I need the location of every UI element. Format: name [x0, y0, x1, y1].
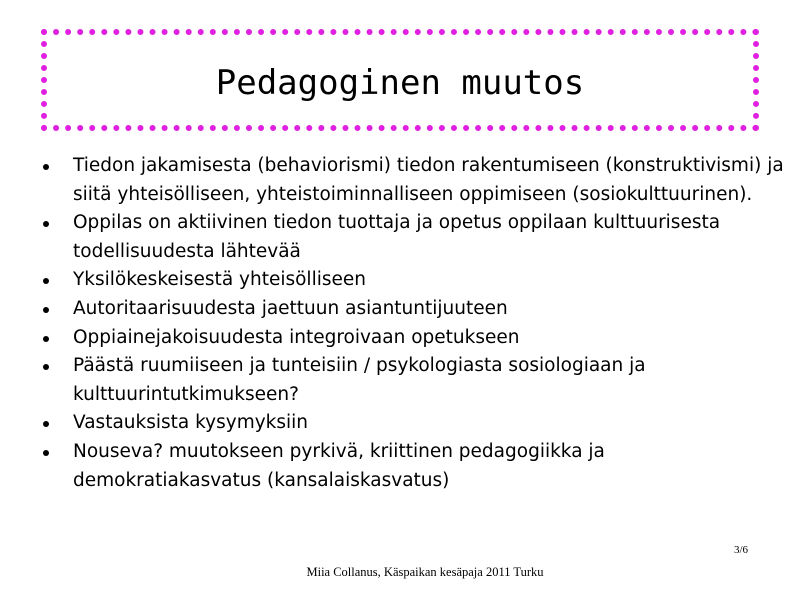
bullet-icon: [43, 421, 49, 427]
list-item: [40, 295, 785, 324]
bullet-icon: [43, 364, 49, 370]
bullet-icon: [43, 307, 49, 313]
footer-text: Miia Collanus, Käspaikan kesäpaja 2011 Turku: [306, 565, 544, 579]
bullet-icon: [43, 336, 49, 342]
slide-title: Pedagoginen muutos: [215, 63, 585, 103]
list-item: [40, 324, 785, 353]
bullet-text: Päästä ruumiiseen ja tunteisiin / psykologiasta sosiologiaan ja kulttuurintutkimukseen?: [73, 355, 646, 405]
bullet-text: Yksilökeskeisestä yhteisölliseen: [73, 269, 366, 291]
bullet-list: [40, 152, 785, 495]
list-item: [40, 438, 785, 495]
bullet-text: Autoritaarisuudesta jaettuun asiantuntijuuteen: [73, 297, 508, 319]
bullet-text: Vastauksista kysymyksiin: [73, 412, 309, 434]
list-item: [40, 409, 785, 438]
bullet-text: Nouseva? muutokseen pyrkivä, kriittinen pedagogiikka ja demokratiakasvatus (kansalaiskasvatus): [73, 440, 605, 491]
bullet-icon: [43, 221, 49, 227]
list-item: [40, 152, 785, 209]
title-frame: [41, 29, 759, 131]
bullet-text: Oppiainejakoisuudesta integroivaan opetukseen: [73, 326, 520, 348]
bullet-text: Tiedon jakamisesta (behaviorismi) tiedon rakentumiseen (konstruktivismi) ja siitä yhteisölliseen, yhteistoiminnalliseen oppimiseen (sosiokulttuurinen).: [73, 155, 784, 205]
bullet-icon: [43, 278, 49, 284]
list-item: [40, 209, 785, 266]
bullet-icon: [43, 164, 49, 170]
page-number: 3/6: [734, 544, 749, 556]
list-item: [40, 352, 785, 409]
list-item: [40, 266, 785, 295]
bullet-text: Oppilas on aktiivinen tiedon tuottaja ja opetus oppilaan kulttuurisesta todellisuudesta lähtevää: [73, 212, 721, 262]
bullet-icon: [43, 450, 49, 456]
